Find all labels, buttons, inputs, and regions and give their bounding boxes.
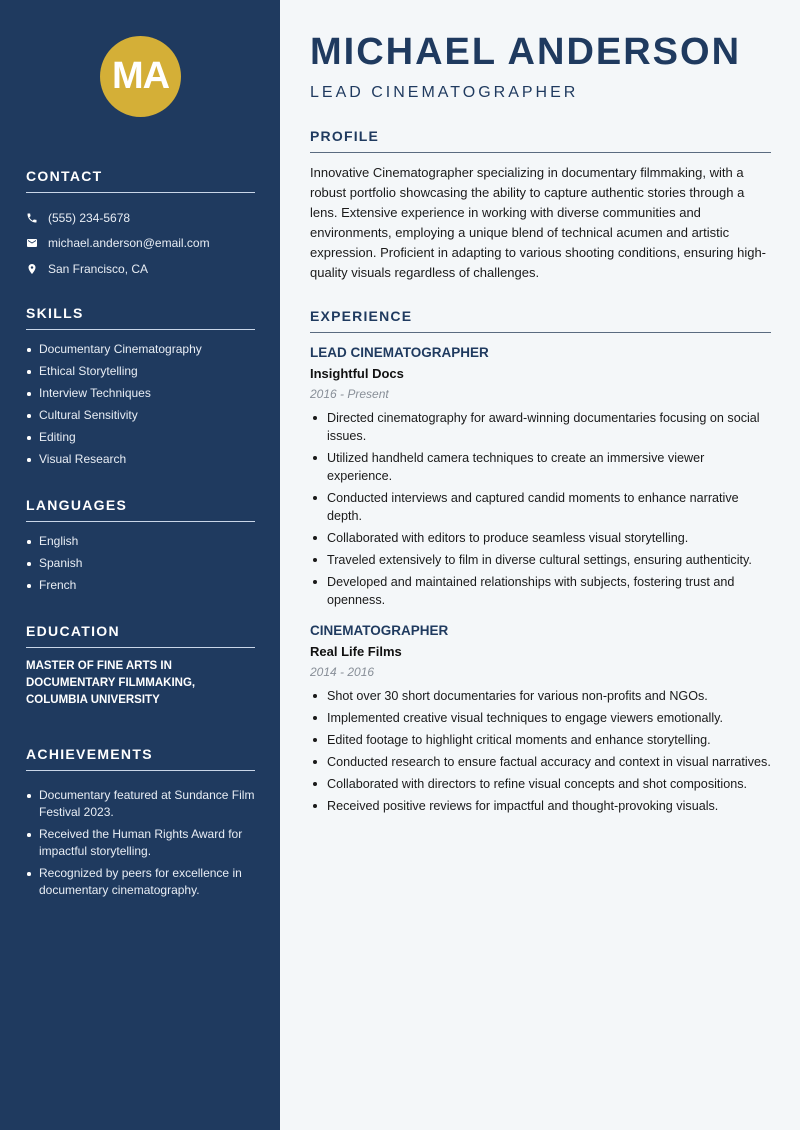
language-item: French bbox=[26, 577, 255, 594]
avatar bbox=[100, 36, 181, 117]
job-entry bbox=[310, 623, 771, 815]
skills-heading: SKILLS bbox=[26, 305, 255, 330]
language-item: English bbox=[26, 533, 255, 550]
achievement-item: Documentary featured at Sundance Film Festival 2023. bbox=[26, 787, 255, 821]
job-title: LEAD CINEMATOGRAPHER bbox=[310, 345, 489, 360]
contact-section bbox=[26, 168, 255, 282]
job-dates: 2014 - 2016 bbox=[310, 665, 375, 679]
experience-heading: EXPERIENCE bbox=[310, 308, 771, 333]
candidate-title: LEAD CINEMATOGRAPHER bbox=[310, 84, 579, 101]
job-bullet: Directed cinematography for award-winning documentaries focusing on social issues. bbox=[310, 409, 771, 445]
achievements-heading: ACHIEVEMENTS bbox=[26, 746, 255, 771]
experience-section bbox=[310, 308, 771, 819]
education-degree: MASTER OF FINE ARTS IN DOCUMENTARY FILMMAKING, COLUMBIA UNIVERSITY bbox=[26, 660, 196, 706]
achievements-section bbox=[26, 746, 255, 904]
profile-summary: Innovative Cinematographer specializing in documentary filmmaking, with a robust portfolio showcasing the ability to capture authentic stories through a lens. Extensive experience in working with diverse communities and environments, employing a unique blend of technical acumen and artistic expression. Proficient in adapting to various shooting conditions, ensuring high-quality visuals regardless of challenges. bbox=[310, 165, 766, 280]
job-bullets bbox=[310, 409, 771, 609]
sidebar bbox=[0, 0, 280, 1130]
skill-item: Documentary Cinematography bbox=[26, 341, 255, 358]
job-bullet: Edited footage to highlight critical moments and enhance storytelling. bbox=[310, 731, 771, 749]
job-company: Real Life Films bbox=[310, 644, 402, 659]
job-entry bbox=[310, 345, 771, 609]
profile-heading: PROFILE bbox=[310, 128, 771, 153]
job-bullet: Collaborated with directors to refine visual concepts and shot compositions. bbox=[310, 775, 771, 793]
job-bullet: Traveled extensively to film in diverse cultural settings, ensuring authenticity. bbox=[310, 551, 771, 569]
education-section bbox=[26, 623, 255, 709]
job-bullet: Collaborated with editors to produce seamless visual storytelling. bbox=[310, 529, 771, 547]
location-text: San Francisco, CA bbox=[48, 261, 149, 276]
job-title: CINEMATOGRAPHER bbox=[310, 623, 449, 638]
avatar-initials: MA bbox=[111, 55, 170, 97]
achievement-item: Received the Human Rights Award for impactful storytelling. bbox=[26, 826, 255, 860]
location-pin-icon bbox=[26, 263, 48, 275]
phone-icon bbox=[26, 212, 48, 224]
skill-item: Visual Research bbox=[26, 451, 255, 468]
job-bullet: Shot over 30 short documentaries for various non-profits and NGOs. bbox=[310, 687, 771, 705]
contact-heading: CONTACT bbox=[26, 168, 255, 193]
job-bullet: Conducted research to ensure factual accuracy and context in visual narratives. bbox=[310, 753, 771, 771]
languages-section bbox=[26, 497, 255, 599]
achievement-item: Recognized by peers for excellence in documentary cinematography. bbox=[26, 865, 255, 899]
contact-email bbox=[26, 231, 255, 257]
candidate-name: MICHAEL ANDERSON bbox=[310, 31, 742, 73]
email-icon bbox=[26, 237, 48, 249]
job-bullet: Developed and maintained relationships with subjects, fostering trust and openness. bbox=[310, 573, 771, 609]
languages-list bbox=[26, 533, 255, 594]
job-bullet: Received positive reviews for impactful and thought-provoking visuals. bbox=[310, 797, 771, 815]
skill-item: Cultural Sensitivity bbox=[26, 407, 255, 424]
job-bullet: Conducted interviews and captured candid moments to enhance narrative depth. bbox=[310, 489, 771, 525]
contact-location bbox=[26, 256, 255, 282]
languages-heading: LANGUAGES bbox=[26, 497, 255, 522]
skills-section bbox=[26, 305, 255, 473]
education-heading: EDUCATION bbox=[26, 623, 255, 648]
email-text[interactable]: michael.anderson@email.com bbox=[48, 236, 210, 251]
job-dates: 2016 - Present bbox=[310, 387, 389, 401]
job-company: Insightful Docs bbox=[310, 366, 404, 381]
achievements-list bbox=[26, 787, 255, 899]
skill-item: Interview Techniques bbox=[26, 385, 255, 402]
phone-text[interactable]: (555) 234-5678 bbox=[48, 210, 131, 225]
skill-item: Ethical Storytelling bbox=[26, 363, 255, 380]
skills-list bbox=[26, 341, 255, 468]
contact-list bbox=[26, 205, 255, 282]
job-bullets bbox=[310, 687, 771, 815]
contact-phone bbox=[26, 205, 255, 231]
job-bullet: Utilized handheld camera techniques to create an immersive viewer experience. bbox=[310, 449, 771, 485]
profile-section bbox=[310, 128, 771, 283]
language-item: Spanish bbox=[26, 555, 255, 572]
skill-item: Editing bbox=[26, 429, 255, 446]
job-bullet: Implemented creative visual techniques to engage viewers emotionally. bbox=[310, 709, 771, 727]
